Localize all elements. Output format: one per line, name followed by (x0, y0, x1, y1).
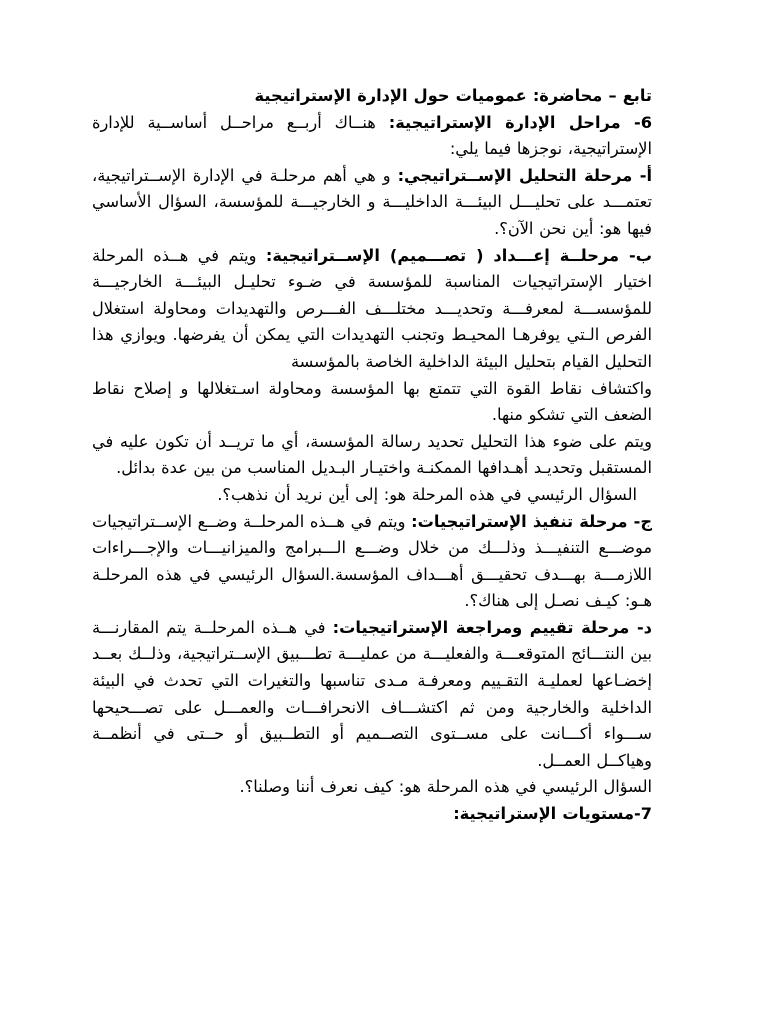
phase-d-question (92, 774, 652, 801)
phase-b-text-2: واكتشاف نقاط القوة التي تتمتع بها المؤسسة ومحاولة اسـتغلالها و إصلاح نقاط الضعف التي تشكو منها. (92, 378, 652, 425)
phase-d-question-text: السؤال الرئيسي في هذه المرحلة هو: كيف نعرف أننا وصلنا؟. (239, 777, 652, 797)
section-6-heading: 6- مراحل الإدارة الإستراتيجية: (388, 112, 652, 132)
phase-b-question (92, 482, 652, 509)
phase-d-paragraph (92, 615, 652, 775)
section-7-heading: 7-مستويات الإستراتيجية: (453, 804, 652, 824)
section-6-text: هنــاك أربــع مراحــل أساســية للإدارة الإستراتيجية، نوجزها فيما يلي: (92, 112, 652, 159)
document-page (92, 83, 652, 828)
title-text: تابع – محاضرة: عموميات حول الإدارة الإستراتيجية (254, 86, 652, 105)
phase-d-text: في هــذه المرحلــة يتم المقارنـــة بين النتـــائج المتوقعـــة والفعليـــة من عمليـــة تطـــبيق الإســتراتيجية، وذلــك بعــد إخضـاعها لعمليـة التقـييم ومعرفـة مـدى تناسبها والتغيرات التي تحدث في البيئة الداخلية والخارجية ومن ثم اكتشـــاف الانحرافـــات والعمـــل على تصـــحيحها ســـواء أكـــانت على مســتوى التصــميم أو التطــبيق أو حــتى في أنظمــة وهياكــل العمــل. (92, 617, 652, 770)
phase-a-text: و هي أهم مرحلـة في الإدارة الإســتراتيجية، تعتمـــد على تحليـــل البيئـــة الداخليـــة و الخارجيـــة للمؤسسة، السؤال الأساسي فيها هو: أين نحن الآن؟. (92, 165, 652, 238)
phase-b-paragraph-3 (92, 429, 652, 482)
phase-b-heading: ب- مرحلــة إعـــداد ( تصـــميم) الإســتراتيجية: (265, 245, 653, 265)
section-6-paragraph (92, 110, 652, 163)
phase-c-heading: ج- مرحلة تنفيذ الإستراتيجيات: (411, 511, 653, 531)
phase-d-heading: د- مرحلة تقييم ومراجعة الإستراتيجيات: (332, 617, 652, 637)
phase-b-paragraph (92, 243, 652, 376)
phase-b-paragraph-2 (92, 376, 652, 429)
phase-c-paragraph (92, 509, 652, 615)
section-7-paragraph (92, 801, 652, 828)
phase-b-question-text: السؤال الرئيسي في هذه المرحلة هو: إلى أين نريد أن نذهب؟. (217, 484, 637, 504)
phase-c-text: ويتم في هــذه المرحلــة وضــع الإســتراتيجيات موضـــع التنفيـــذ وذلـــك من خلال وضـــع الـــبرامج والميزانيـــات والإجـــراءات اللازمـــة بهـــدف تحقيـــق أهـــداف المؤسسة.السؤال الرئيسي في هذه المرحلـة هـو: كيـف نصـل إلى هناك؟. (92, 511, 652, 611)
phase-a-heading: أ- مرحلة التحليل الإســتراتيجي: (397, 165, 652, 185)
phase-b-text-3: ويتم على ضوء هذا التحليل تحديد رسالة المؤسسة، أي ما تريــد أن تكون عليه في المستقبل وتحديـد أهـدافها الممكنـة واختيـار البـديل المناسب من بين عدة بدائل. (92, 431, 652, 478)
phase-b-text: ويتم في هــذه المرحلة اختيار الإستراتيجيات المناسبة للمؤسسة في ضـوء تحليـل البيئـــة الخارجيـــة للمؤسســـة لمعرفـــة وتحديـــد مختلـــف الفـــرص والتهديدات ومحاولة استغلال الفرص الـتي يوفرهـا المحيـط وتجنب التهديدات التي يمكن أن يفرضها. ويوازي هذا التحليل القيام بتحليل البيئة الداخلية الخاصة بالمؤسسة (92, 245, 652, 371)
document-title (92, 83, 652, 110)
phase-a-paragraph (92, 163, 652, 243)
